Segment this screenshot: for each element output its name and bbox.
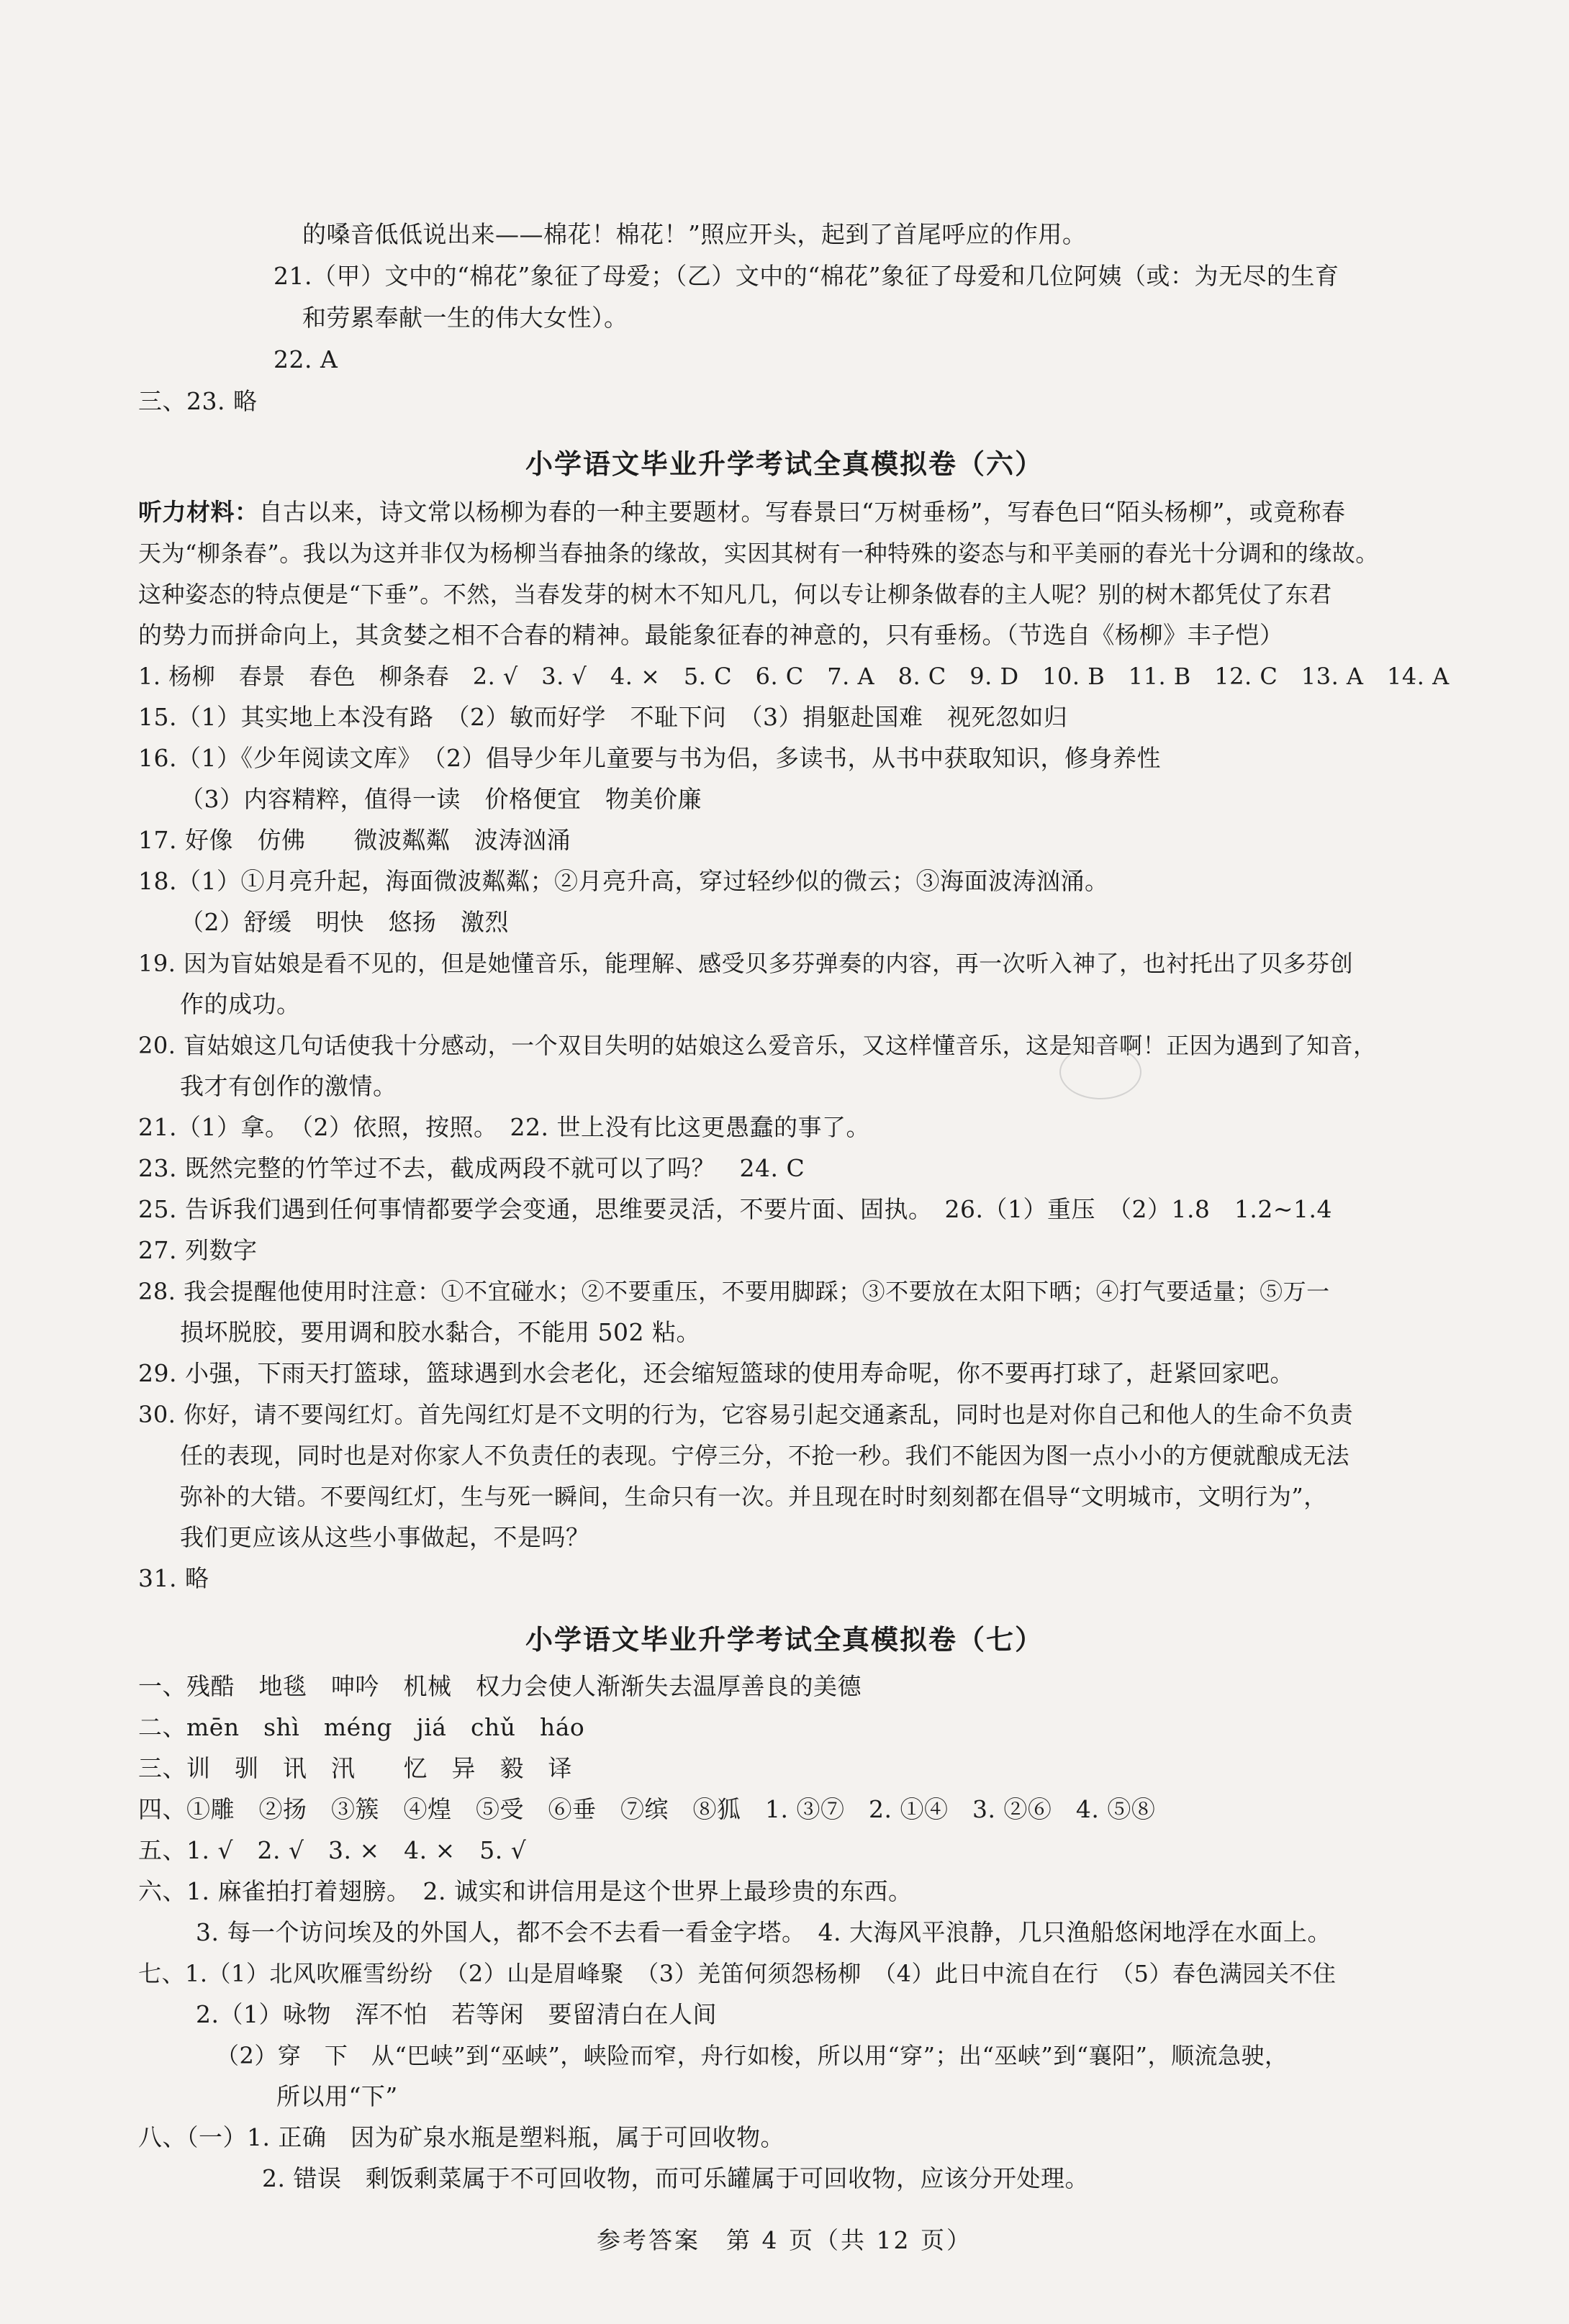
text-line: 损坏脱胶，要用调和胶水黏合，不能用 502 粘。 [180,1318,700,1346]
text-line: 任的表现，同时也是对你家人不负责任的表现。宁停三分，不抢一秒。我们不能因为图一点小小的方便就酿成无法 [180,1442,1350,1469]
text-line: （3）内容精粹，值得一读 价格便宜 物美价廉 [180,785,702,813]
text-line: 1. 杨柳 春景 春色 柳条春 2. √ 3. √ 4. × 5. C 6. C 7. A 8. C 9. D 10. B 11. B 12. C 13. A 14. A [138,663,1450,690]
text-line: （2）舒缓 明快 悠扬 激烈 [180,908,509,936]
text-line: 天为“柳条春”。我以为这并非仅为杨柳当春抽条的缘故，实因其树有一种特殊的姿态与和平美丽的春光十分调和的缘故。 [138,540,1379,567]
listening-label: 听力材料： [138,498,259,526]
text-line: 29. 小强，下雨天打篮球，篮球遇到水会老化，还会缩短篮球的使用寿命呢，你不要再打球了，赶紧回家吧。 [138,1359,1294,1387]
text-line: 作的成功。 [180,990,301,1018]
listening-text: 自古以来，诗文常以杨柳为春的一种主要题材。写春景曰“万树垂杨”，写春色曰“陌头杨柳”，或竟称春 [258,498,1346,526]
text-line: 五、1. √ 2. √ 3. × 4. × 5. √ [138,1836,527,1864]
text-line: 2.（1）咏物 浑不怕 若等闲 要留清白在人间 [196,2000,717,2028]
text-line: 25. 告诉我们遇到任何事情都要学会变通，思维要灵活，不要片面、固执。 26.（1）重压 （2）1.8 1.2~1.4 [138,1195,1333,1223]
text-line: 3. 每一个访问埃及的外国人，都不会不去看一看金字塔。 4. 大海风平浪静，几只渔船悠闲地浮在水面上。 [196,1918,1331,1946]
text-line: 15.（1）其实地上本没有路 （2）敏而好学 不耻下问 （3）捐躯赴国难 视死忽如归 [138,703,1068,731]
text-line: 18.（1）①月亮升起，海面微波粼粼；②月亮升高，穿过轻纱似的微云；③海面波涛汹涌。 [138,867,1109,895]
text-line: 20. 盲姑娘这几句话使我十分感动，一个双目失明的姑娘这么爱音乐，又这样懂音乐，这是知音啊！正因为遇到了知音， [138,1032,1377,1059]
text-line: 这种姿态的特点便是“下垂”。不然，当春发芽的树木不知凡几，何以专让柳条做春的主人呢？别的树木都凭仗了东君 [138,581,1332,608]
text-line: 二、mēn shì méng jiá chǔ háo [138,1713,585,1741]
text-line: 和劳累奉献一生的伟大女性）。 [302,304,628,332]
text-line: 27. 列数字 [138,1236,258,1264]
text-line: 30. 你好，请不要闯红灯。首先闯红灯是不文明的行为，它容易引起交通紊乱，同时也是对你自己和他人的生命不负责 [138,1401,1354,1428]
text-line: 四、①雕 ②扬 ③簇 ④煌 ⑤受 ⑥垂 ⑦缤 ⑧狐 1. ③⑦ 2. ①④ 3. ②⑥ 4. ⑤⑧ [138,1795,1156,1823]
text-line: 23. 既然完整的竹竿过不去，截成两段不就可以了吗？ 24. C [138,1154,805,1182]
listening-line [138,495,1345,530]
text-line: 16.（1）《少年阅读文库》 （2）倡导少年儿童要与书为侣，多读书，从书中获取知识，修身养性 [138,744,1161,772]
text-line: 七、1.（1）北风吹雁雪纷纷 （2）山是眉峰聚 （3）羌笛何须怨杨柳 （4）此日中流自在行 （5）春色满园关不住 [138,1960,1337,1987]
section-title-6: 小学语文毕业升学考试全真模拟卷（六） [525,448,1044,480]
text-line: 19. 因为盲姑娘是看不见的，但是她懂音乐，能理解、感受贝多芬弹奏的内容，再一次听入神了，也衬托出了贝多芬创 [138,950,1354,977]
text-line: 八、（一）1. 正确 因为矿泉水瓶是塑料瓶，属于可回收物。 [138,2123,784,2151]
text-line: 三、23. 略 [138,387,258,415]
text-line: 的势力而拼命向上，其贪婪之相不合春的精神。最能象征春的神意的，只有垂杨。（节选自《杨柳》丰子恺） [138,621,1284,649]
text-line: 28. 我会提醒他使用时注意：①不宜碰水；②不要重压，不要用脚踩；③不要放在太阳下晒；④打气要适量；⑤万一 [138,1278,1330,1305]
text-line: 22. A [273,345,338,373]
text-line: 2. 错误 剩饭剩菜属于不可回收物，而可乐罐属于可回收物，应该分开处理。 [262,2164,1089,2192]
text-line: 21.（1）拿。 （2）依照，按照。 22. 世上没有比这更愚蠢的事了。 [138,1113,870,1141]
page-footer: 参考答案 第 4 页（共 12 页） [597,2226,972,2254]
text-line: 的嗓音低低说出来——棉花！棉花！”照应开头，起到了首尾呼应的作用。 [302,220,1087,248]
text-line: 31. 略 [138,1564,209,1592]
text-line: 一、残酷 地毯 呻吟 机械 权力会使人渐渐失去温厚善良的美德 [138,1672,862,1700]
text-line: 17. 好像 仿佛 微波粼粼 波涛汹涌 [138,826,571,854]
text-line: 我才有创作的激情。 [180,1072,397,1100]
text-line: 我们更应该从这些小事做起，不是吗？ [180,1523,590,1551]
text-line: 六、1. 麻雀拍打着翅膀。 2. 诚实和讲信用是这个世界上最珍贵的东西。 [138,1877,913,1905]
text-line: 弥补的大错。不要闯红灯，生与死一瞬间，生命只有一次。并且现在时时刻刻都在倡导“文明城市，文明行为”， [180,1483,1327,1510]
text-line: （2）穿 下 从“巴峡”到“巫峡”，峡险而窄，舟行如梭，所以用“穿”；出“巫峡”到“襄阳”，顺流急驶， [216,2042,1288,2069]
text-line: 21.（甲）文中的“棉花”象征了母爱；（乙）文中的“棉花”象征了母爱和几位阿姨（或：为无尽的生育 [273,262,1339,290]
section-title-7: 小学语文毕业升学考试全真模拟卷（七） [525,1624,1044,1656]
text-line: 所以用“下” [276,2082,398,2110]
text-line: 三、训 驯 讯 汛 忆 异 毅 译 [138,1754,572,1782]
watermark-stamp [1059,1045,1141,1099]
